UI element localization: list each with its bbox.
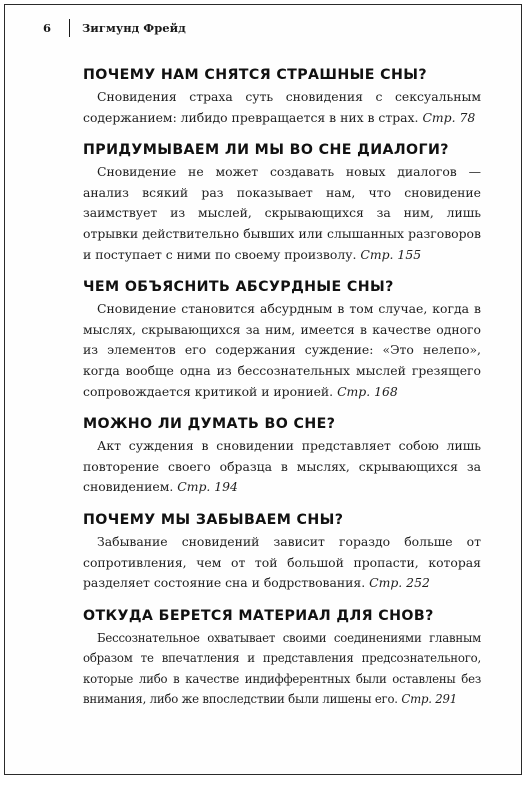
section-body [83, 436, 481, 498]
section-text: Забывание сновидений зависит гораздо больше от сопротивления, чем от той большой пропасти, которая разделяет состояние сна и бодрствования. [83, 533, 481, 591]
header-divider [69, 19, 70, 37]
page-reference: Стр. 194 [177, 479, 238, 495]
section-thinking-in-sleep [83, 414, 481, 498]
page-reference: Стр. 168 [337, 383, 398, 399]
section-text: Акт суждения в сновидении представляет собою лишь повторение своего образца в мыслях, скрывающихся за сновидением. [83, 438, 481, 495]
section-forgetting-dreams [83, 510, 481, 594]
section-text: Сновидение становится абсурдным в том случае, когда в мыслях, скрывающихся за ним, имеется в качестве одного из элементов его содержания суждение: «Это нелепо», когда вообще одна из бессознательных мыслей грезящего сопровождается критикой и иронией. [83, 301, 481, 399]
section-text: Сновидение не может создавать новых диалогов — анализ всякий раз показывает нам, что сновидение заимствует из мыслей, скрывающихся за ним, лишь отрывки действительно бывших или слышанных разговоров и поступает с ними по своему произволу. [83, 164, 481, 262]
section-title: ПОЧЕМУ МЫ ЗАБЫВАЕМ СНЫ? [83, 511, 344, 528]
section-dream-material [83, 606, 481, 710]
section-title: МОЖНО ЛИ ДУМАТЬ ВО СНЕ? [83, 416, 336, 433]
page-reference: Стр. 252 [369, 575, 430, 591]
section-absurd-dreams [83, 277, 481, 402]
section-text: Сновидения страха суть сновидения с сексуальным содержанием: либидо превращается в них в страх. [83, 89, 481, 125]
section-body [83, 532, 481, 594]
section-body [83, 87, 481, 128]
section-dialogues [83, 140, 481, 265]
section-body [83, 299, 481, 402]
page-reference: Стр. 155 [360, 246, 422, 262]
section-title: ПРИДУМЫВАЕМ ЛИ МЫ ВО СНЕ ДИАЛОГИ? [83, 142, 449, 159]
section-title: ПОЧЕМУ НАМ СНЯТСЯ СТРАШНЫЕ СНЫ? [83, 67, 427, 83]
page-content [83, 65, 481, 722]
section-scary-dreams [83, 65, 481, 128]
section-text: Бессознательное охватывает своими соединениями главным образом те впечатления и представления предсознательного, которые либо в качестве индифферентных были оставлены без внимания, либо же впоследствии были лишены его. [83, 630, 481, 707]
section-body [83, 162, 481, 265]
page-reference: Стр. 291 [401, 692, 457, 707]
page-reference: Стр. 78 [422, 109, 476, 125]
page-number: 6 [43, 21, 52, 35]
section-body [83, 628, 481, 710]
book-page [4, 4, 522, 775]
section-title: ОТКУДА БЕРЕТСЯ МАТЕРИАЛ ДЛЯ СНОВ? [83, 607, 434, 624]
section-title: ЧЕМ ОБЪЯСНИТЬ АБСУРДНЫЕ СНЫ? [83, 279, 394, 296]
author-name: Зигмунд Фрейд [82, 21, 186, 35]
running-head [43, 18, 186, 38]
